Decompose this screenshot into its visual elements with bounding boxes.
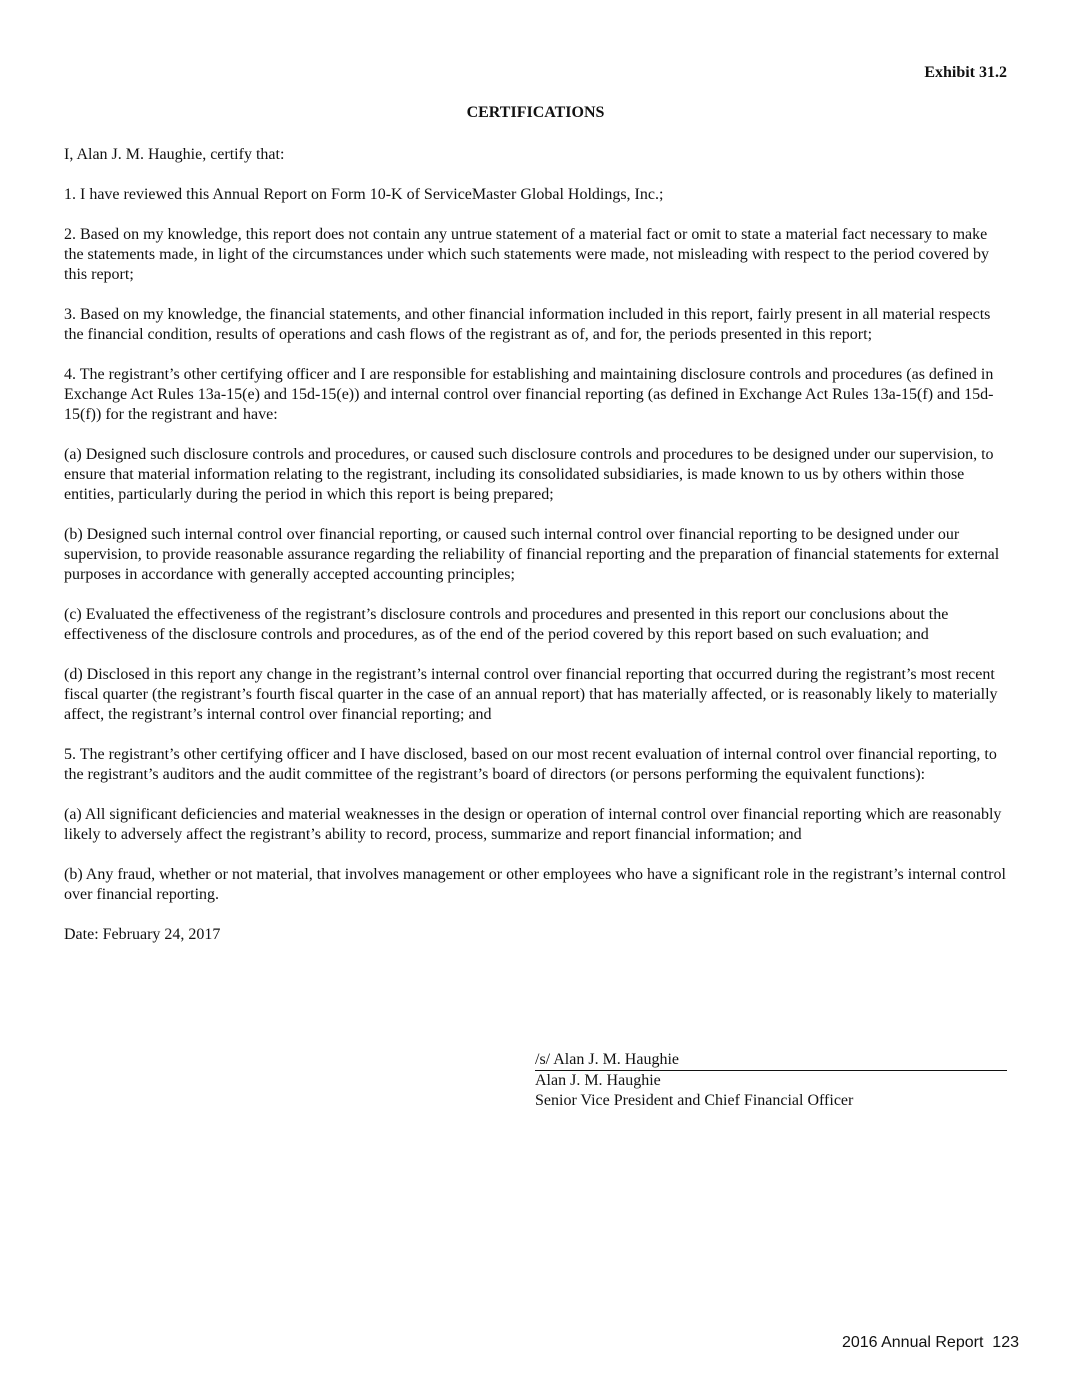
paragraph-2: 2. Based on my knowledge, this report does not contain any untrue statement of a material fact or omit to state a material fact necessary to make the statements made, in light of the circumstances under which such statements were made, not misleading with respect to the period covered by this report; bbox=[64, 226, 990, 283]
intro-paragraph: I, Alan J. M. Haughie, certify that: bbox=[64, 146, 285, 163]
document-title: CERTIFICATIONS bbox=[466, 104, 605, 121]
signer-title: Senior Vice President and Chief Financial Officer bbox=[535, 1092, 854, 1109]
paragraph-4a: (a) Designed such disclosure controls and procedures, or caused such disclosure controls and procedures to be designed under our supervision, to ensure that material information relating to the registrant, including its consolidated subsidiaries, is made known to us by others within those entities, particularly during the period in which this report is being prepared; bbox=[64, 446, 994, 503]
paragraph-5b: (b) Any fraud, whether or not material, that involves management or other employees who have a significant role in the registrant’s internal control over financial reporting. bbox=[64, 866, 1006, 903]
paragraph-4d: (d) Disclosed in this report any change in the registrant’s internal control over financial reporting that occurred during the registrant’s most recent fiscal quarter (the registrant’s fourth fiscal quarter in the case of an annual report) that has materially affected, or is reasonably likely to materially affect, the registrant’s internal control over financial reporting; and bbox=[64, 666, 998, 723]
exhibit-label: Exhibit 31.2 bbox=[924, 64, 1007, 81]
paragraph-5a: (a) All significant deficiencies and material weaknesses in the design or operation of internal control over financial reporting which are reasonably likely to adversely affect the registrant’s ability to record, process, summarize and report financial information; and bbox=[64, 806, 1002, 843]
date-line: Date: February 24, 2017 bbox=[64, 926, 221, 943]
signature-line bbox=[535, 1050, 1007, 1071]
certification-body bbox=[64, 145, 1010, 965]
footer-text: 2016 Annual Report bbox=[841, 1334, 984, 1351]
paragraph-4b: (b) Designed such internal control over financial reporting, or caused such internal control over financial reporting to be designed under our supervision, to provide reasonable assurance regarding the reliability of financial reporting and the preparation of financial statements for external purposes in accordance with generally accepted accounting principles; bbox=[64, 526, 1000, 583]
signed-name: /s/ Alan J. M. Haughie bbox=[535, 1051, 679, 1068]
paragraph-5: 5. The registrant’s other certifying officer and I have disclosed, based on our most recent evaluation of internal control over financial reporting, to the registrant’s auditors and the audit committee of the registrant’s board of directors (or persons performing the equivalent functions): bbox=[64, 746, 997, 783]
paragraph-1: 1. I have reviewed this Annual Report on Form 10-K of ServiceMaster Global Holdings, Inc.; bbox=[64, 186, 664, 203]
paragraph-4: 4. The registrant’s other certifying officer and I are responsible for establishing and maintaining disclosure controls and procedures (as defined in Exchange Act Rules 13a-15(e) and 15d-15(e)) and internal control over financial reporting (as defined in Exchange Act Rules 13a-15(f) and 15d-15(f)) for the registrant and have: bbox=[64, 366, 994, 423]
page-footer bbox=[842, 1334, 1019, 1352]
paragraph-4c: (c) Evaluated the effectiveness of the registrant’s disclosure controls and procedures and presented in this report our conclusions about the effectiveness of the disclosure controls and procedures, as of the end of the period covered by this report based on such evaluation; and bbox=[64, 606, 949, 643]
signature-block bbox=[535, 1050, 1007, 1111]
paragraph-3: 3. Based on my knowledge, the financial statements, and other financial information included in this report, fairly present in all material respects the financial condition, results of operations and cash flows of the registrant as of, and for, the periods presented in this report; bbox=[64, 306, 991, 343]
page-number: 123 bbox=[992, 1334, 1019, 1351]
signer-name: Alan J. M. Haughie bbox=[535, 1072, 661, 1089]
